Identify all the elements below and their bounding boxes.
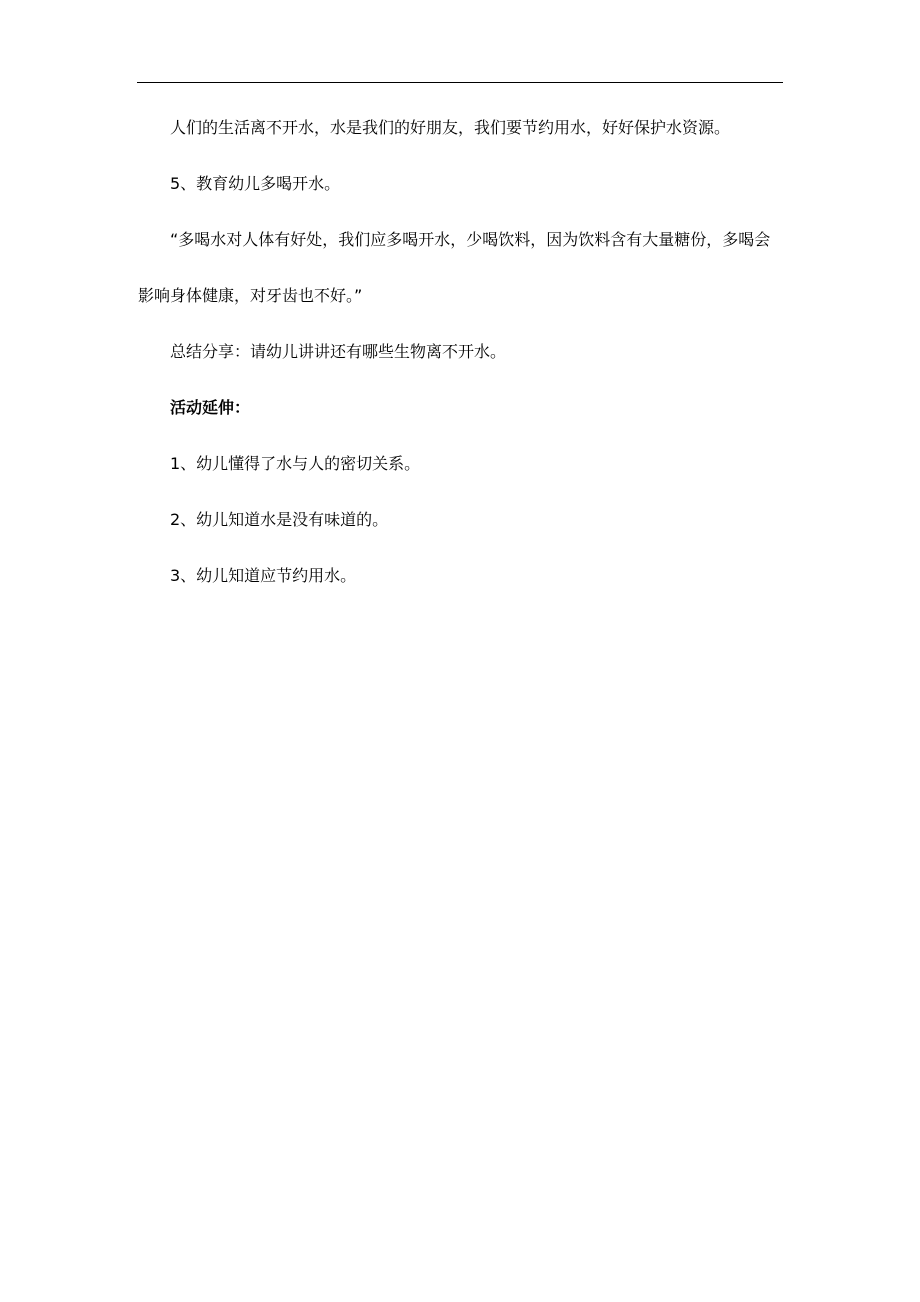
document-body bbox=[138, 118, 784, 622]
list-item-2: 2、幼儿知道水是没有味道的。 bbox=[170, 510, 389, 529]
paragraph-water-friend: 人们的生活离不开水，水是我们的好朋友，我们要节约用水，好好保护水资源。 bbox=[170, 118, 731, 137]
list-item-3: 3、幼儿知道应节约用水。 bbox=[170, 566, 357, 585]
paragraph-drink-water-quote: “多喝水对人体有好处，我们应多喝开水，少喝饮料，因为饮料含有大量糖份，多喝会影响身体健康，对牙齿也不好。” bbox=[138, 230, 771, 305]
section-heading-activity-extension: 活动延伸： bbox=[170, 398, 251, 417]
paragraph-step-5: 5、教育幼儿多喝开水。 bbox=[170, 174, 341, 193]
list-item-1: 1、幼儿懂得了水与人的密切关系。 bbox=[170, 454, 421, 473]
header-rule bbox=[137, 82, 783, 83]
paragraph-summary-share: 总结分享：请幼儿讲讲还有哪些生物离不开水。 bbox=[170, 342, 507, 361]
